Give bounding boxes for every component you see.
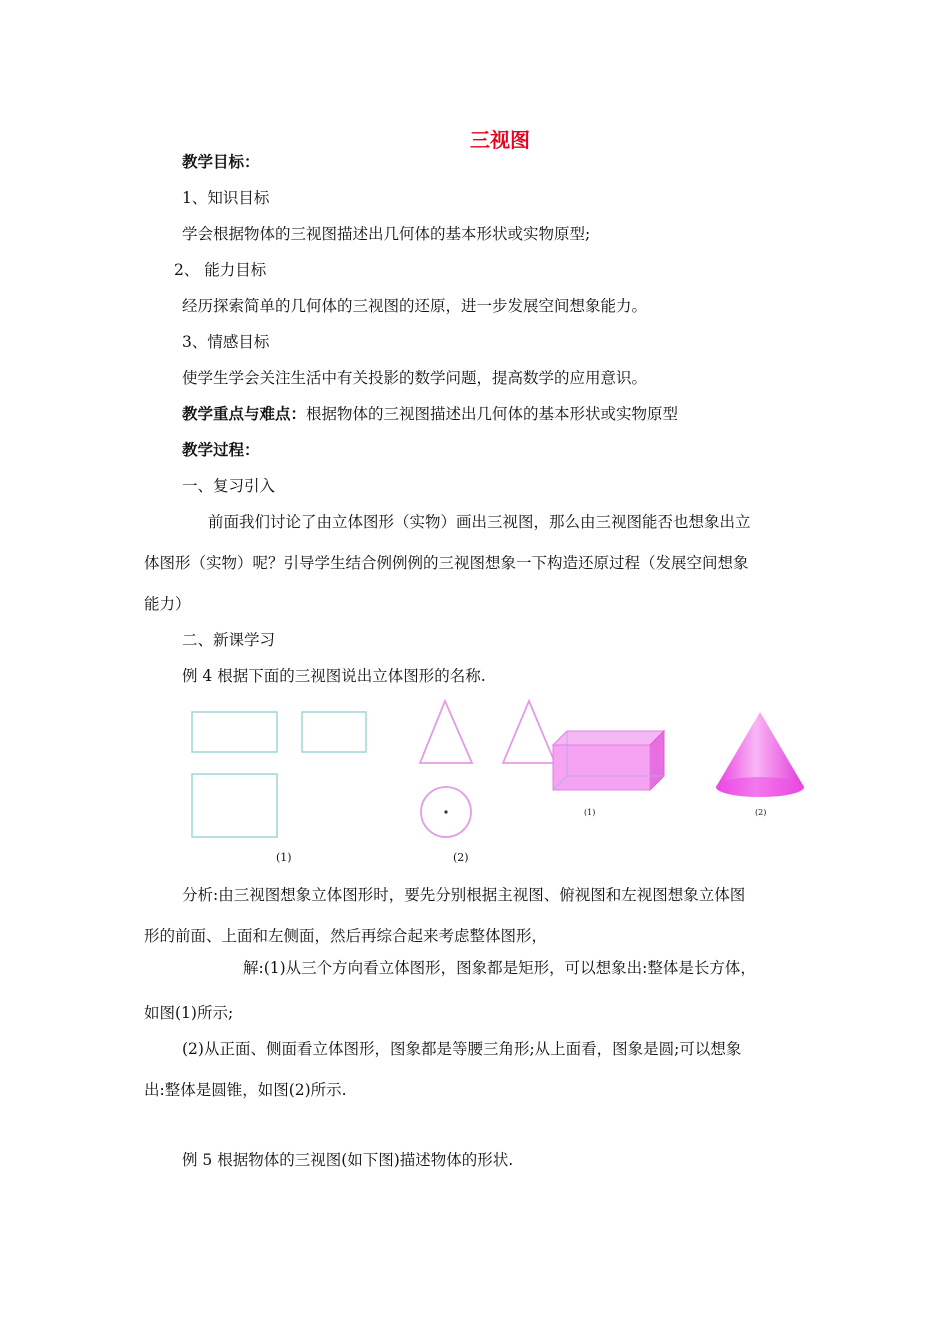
solution-line-2: 如图(1)所示; — [144, 1004, 234, 1022]
solution2-line-1: (2)从正面、侧面看立体图形，图象都是等腰三角形;从上面看，图象是圆;可以想象 — [182, 1040, 742, 1058]
circle-center-dot — [444, 810, 447, 813]
section2-title: 二、新课学习 — [182, 631, 276, 649]
front-view-triangle — [420, 701, 472, 763]
objective2-text: 经历探索简单的几何体的三视图的还原，进一步发展空间想象能力。 — [182, 297, 648, 315]
analysis-line-2: 形的前面、上面和左侧面，然后再综合起来考虑整体图形， — [144, 927, 548, 945]
objectives-heading: 教学目标： — [182, 153, 260, 171]
section1-title: 一、复习引入 — [182, 477, 276, 495]
review-line-2: 体图形（实物）呢？引导学生结合例例例的三视图想象一下构造还原过程（发展空间想象 — [144, 554, 749, 572]
example5-text: 例 5 根据物体的三视图(如下图)描述物体的形状. — [182, 1151, 514, 1169]
solid-label-2: (2) — [755, 808, 767, 817]
fig-label-1: (1) — [276, 851, 292, 864]
solution-line-1: 解:(1)从三个方向看立体图形，图象都是矩形，可以想象出:整体是长方体， — [243, 959, 756, 977]
process-heading: 教学过程： — [182, 441, 260, 459]
top-view-rect — [192, 774, 277, 837]
page-title: 三视图 — [470, 128, 530, 152]
analysis-line-1: 分析:由三视图想象立体图形时，要先分别根据主视图、俯视图和左视图想象立体图 — [182, 886, 746, 904]
objective1-text: 学会根据物体的三视图描述出几何体的基本形状或实物原型; — [182, 225, 591, 243]
cone-base — [716, 777, 804, 797]
cuboid-top-face — [553, 731, 664, 745]
front-view-rect — [192, 712, 277, 752]
side-view-rect — [302, 712, 366, 752]
keypoints-text: 根据物体的三视图描述出几何体的基本形状或实物原型 — [306, 405, 679, 423]
solid-label-1: (1) — [584, 808, 596, 817]
review-line-1: 前面我们讨论了由立体图形（实物）画出三视图，那么由三视图能否也想象出立 — [208, 513, 751, 531]
fig-label-2: (2) — [453, 851, 469, 864]
cuboid-front-face — [553, 745, 650, 790]
solution2-line-2: 出:整体是圆锥，如图(2)所示. — [144, 1081, 347, 1099]
side-view-triangle — [503, 701, 555, 763]
objective3-title: 3、情感目标 — [182, 333, 270, 351]
keypoints-label: 教学重点与难点： — [182, 405, 307, 423]
review-line-3: 能力） — [144, 595, 191, 613]
objective2-title: 2、 能力目标 — [174, 261, 267, 279]
objective3-text: 使学生学会关注生活中有关投影的数学问题，提高数学的应用意识。 — [182, 369, 648, 387]
objective1-title: 1、知识目标 — [182, 189, 270, 207]
example4-text: 例 4 根据下面的三视图说出立体图形的名称. — [182, 667, 486, 685]
